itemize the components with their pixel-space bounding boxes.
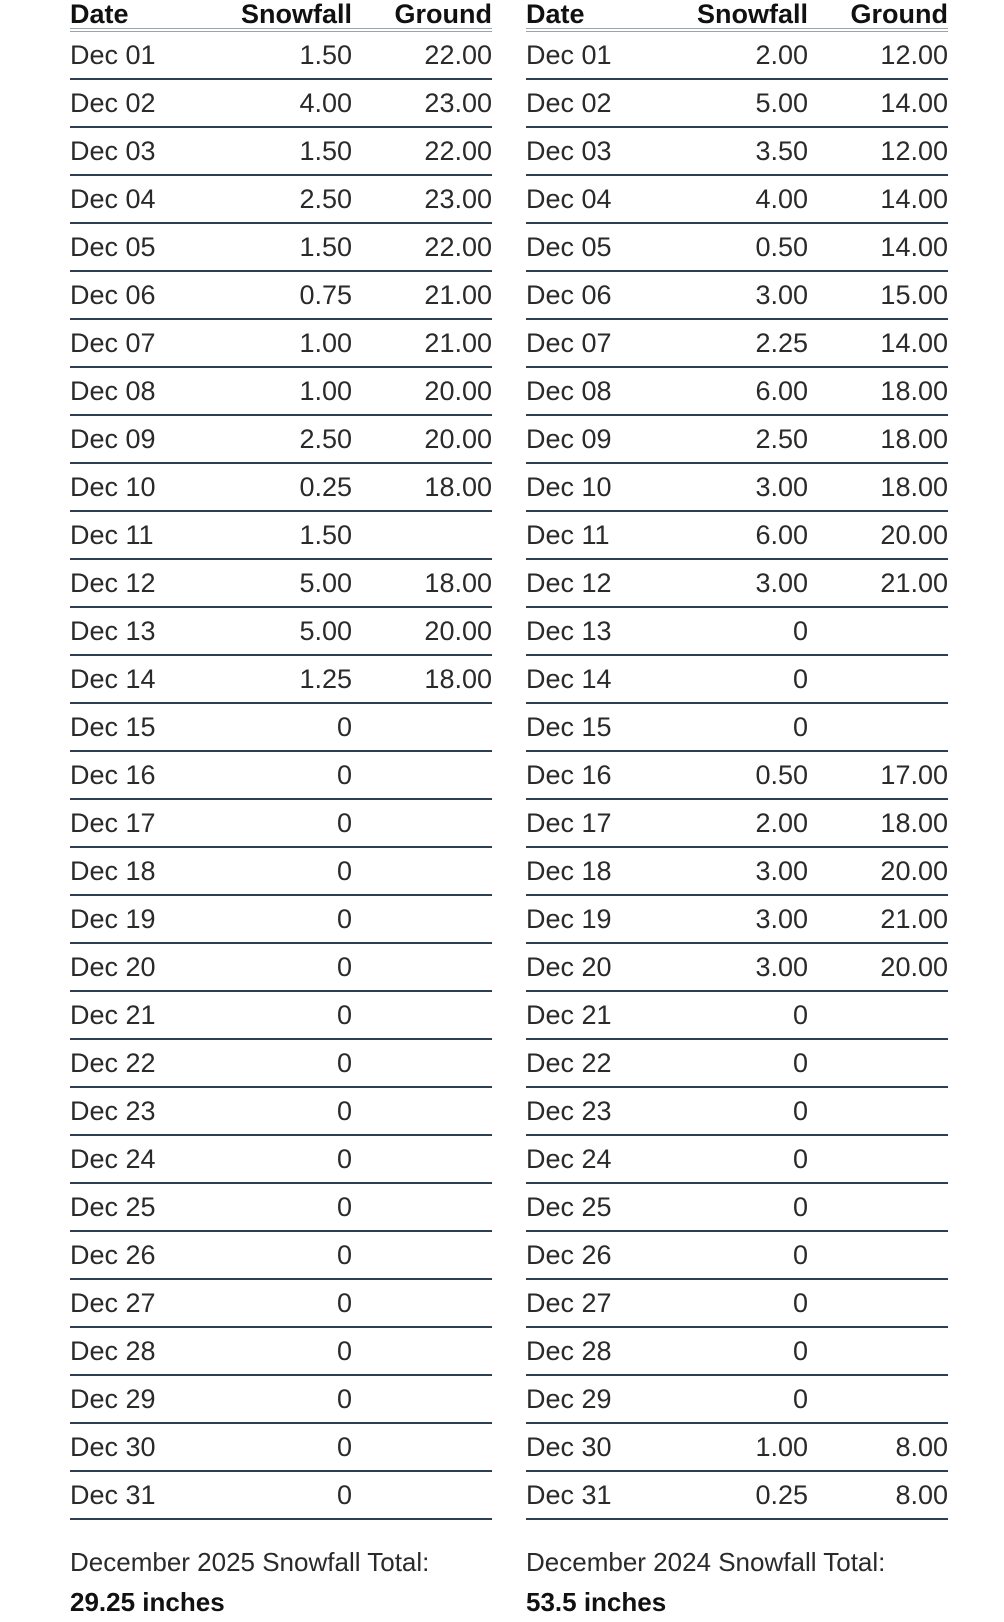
cell-ground xyxy=(352,1039,492,1087)
cell-snowfall: 6.00 xyxy=(666,511,808,559)
cell-date: Dec 26 xyxy=(70,1231,210,1279)
cell-ground: 18.00 xyxy=(352,463,492,511)
table-row xyxy=(526,1135,948,1183)
table-row xyxy=(70,1231,492,1279)
cell-date: Dec 06 xyxy=(70,271,210,319)
cell-ground: 21.00 xyxy=(352,319,492,367)
cell-snowfall: 0 xyxy=(210,1471,352,1519)
table-row xyxy=(70,751,492,799)
cell-date: Dec 27 xyxy=(526,1279,666,1327)
table-row xyxy=(70,127,492,175)
cell-ground: 22.00 xyxy=(352,223,492,271)
header-ground: Ground xyxy=(808,0,948,30)
cell-date: Dec 16 xyxy=(526,751,666,799)
cell-date: Dec 01 xyxy=(526,30,666,79)
cell-date: Dec 16 xyxy=(70,751,210,799)
header-ground: Ground xyxy=(352,0,492,30)
cell-ground: 18.00 xyxy=(808,367,948,415)
table-row xyxy=(526,1327,948,1375)
cell-snowfall: 2.50 xyxy=(210,175,352,223)
cell-ground: 20.00 xyxy=(352,415,492,463)
cell-snowfall: 0 xyxy=(666,1279,808,1327)
table-row xyxy=(70,1039,492,1087)
cell-date: Dec 07 xyxy=(526,319,666,367)
cell-ground: 21.00 xyxy=(808,895,948,943)
cell-ground xyxy=(352,1087,492,1135)
cell-ground xyxy=(808,1183,948,1231)
cell-snowfall: 2.00 xyxy=(666,30,808,79)
cell-ground: 23.00 xyxy=(352,175,492,223)
cell-snowfall: 1.50 xyxy=(210,127,352,175)
cell-date: Dec 13 xyxy=(70,607,210,655)
table-row xyxy=(526,703,948,751)
table-header-row xyxy=(70,0,492,30)
table-row xyxy=(526,175,948,223)
table-row xyxy=(526,559,948,607)
cell-snowfall: 0 xyxy=(210,895,352,943)
table-row xyxy=(526,30,948,79)
table-row xyxy=(70,847,492,895)
cell-snowfall: 0 xyxy=(666,703,808,751)
cell-snowfall: 6.00 xyxy=(666,367,808,415)
cell-snowfall: 5.00 xyxy=(666,79,808,127)
table-row xyxy=(526,1231,948,1279)
table-row xyxy=(70,30,492,79)
cell-snowfall: 0 xyxy=(666,1135,808,1183)
table-row xyxy=(526,847,948,895)
table-row xyxy=(526,607,948,655)
snowfall-total-2024 xyxy=(526,1542,966,1622)
cell-date: Dec 09 xyxy=(70,415,210,463)
cell-ground xyxy=(352,703,492,751)
cell-snowfall: 0 xyxy=(666,1375,808,1423)
cell-snowfall: 0 xyxy=(666,1183,808,1231)
cell-snowfall: 0 xyxy=(666,991,808,1039)
cell-date: Dec 03 xyxy=(70,127,210,175)
cell-snowfall: 0 xyxy=(666,1087,808,1135)
cell-ground xyxy=(352,1423,492,1471)
cell-ground xyxy=(808,607,948,655)
cell-date: Dec 25 xyxy=(526,1183,666,1231)
header-date: Date xyxy=(70,0,210,30)
cell-date: Dec 12 xyxy=(70,559,210,607)
cell-ground xyxy=(352,1375,492,1423)
table-row xyxy=(70,607,492,655)
cell-snowfall: 0 xyxy=(666,1231,808,1279)
table-row xyxy=(526,415,948,463)
cell-date: Dec 02 xyxy=(526,79,666,127)
cell-ground: 18.00 xyxy=(352,655,492,703)
cell-snowfall: 0 xyxy=(210,751,352,799)
cell-date: Dec 03 xyxy=(526,127,666,175)
table-row xyxy=(70,1375,492,1423)
cell-date: Dec 31 xyxy=(526,1471,666,1519)
cell-ground: 23.00 xyxy=(352,79,492,127)
cell-date: Dec 29 xyxy=(526,1375,666,1423)
header-snowfall: Snowfall xyxy=(210,0,352,30)
cell-date: Dec 15 xyxy=(70,703,210,751)
cell-date: Dec 11 xyxy=(526,511,666,559)
table-row xyxy=(526,463,948,511)
table-row xyxy=(526,271,948,319)
cell-date: Dec 30 xyxy=(70,1423,210,1471)
header-snowfall: Snowfall xyxy=(666,0,808,30)
cell-ground: 18.00 xyxy=(352,559,492,607)
cell-snowfall: 2.50 xyxy=(210,415,352,463)
cell-snowfall: 3.50 xyxy=(666,127,808,175)
cell-snowfall: 0.25 xyxy=(666,1471,808,1519)
total-label: December 2025 Snowfall Total: xyxy=(70,1547,430,1577)
cell-date: Dec 22 xyxy=(70,1039,210,1087)
table-row xyxy=(70,463,492,511)
cell-ground: 8.00 xyxy=(808,1423,948,1471)
table-row xyxy=(526,223,948,271)
table-row xyxy=(526,79,948,127)
cell-date: Dec 19 xyxy=(70,895,210,943)
cell-ground: 8.00 xyxy=(808,1471,948,1519)
cell-snowfall: 0 xyxy=(210,1087,352,1135)
cell-date: Dec 19 xyxy=(526,895,666,943)
cell-date: Dec 07 xyxy=(70,319,210,367)
cell-snowfall: 0 xyxy=(210,943,352,991)
cell-snowfall: 0 xyxy=(210,847,352,895)
table-row xyxy=(70,895,492,943)
cell-snowfall: 4.00 xyxy=(210,79,352,127)
cell-snowfall: 1.00 xyxy=(210,319,352,367)
cell-snowfall: 1.00 xyxy=(666,1423,808,1471)
cell-ground: 18.00 xyxy=(808,799,948,847)
cell-date: Dec 04 xyxy=(70,175,210,223)
cell-ground: 12.00 xyxy=(808,30,948,79)
cell-ground: 14.00 xyxy=(808,319,948,367)
cell-snowfall: 5.00 xyxy=(210,559,352,607)
cell-snowfall: 3.00 xyxy=(666,943,808,991)
cell-ground: 20.00 xyxy=(808,943,948,991)
cell-snowfall: 0 xyxy=(210,1423,352,1471)
cell-snowfall: 0 xyxy=(666,607,808,655)
cell-snowfall: 0 xyxy=(210,991,352,1039)
cell-ground xyxy=(808,1087,948,1135)
cell-snowfall: 1.50 xyxy=(210,30,352,79)
table-row xyxy=(70,79,492,127)
cell-snowfall: 0 xyxy=(210,703,352,751)
cell-date: Dec 14 xyxy=(526,655,666,703)
cell-snowfall: 1.50 xyxy=(210,511,352,559)
cell-ground xyxy=(352,991,492,1039)
cell-date: Dec 25 xyxy=(70,1183,210,1231)
cell-ground xyxy=(808,1039,948,1087)
cell-ground xyxy=(808,1327,948,1375)
cell-ground: 20.00 xyxy=(352,367,492,415)
cell-date: Dec 20 xyxy=(526,943,666,991)
cell-date: Dec 04 xyxy=(526,175,666,223)
table-row xyxy=(70,271,492,319)
table-row xyxy=(526,655,948,703)
cell-date: Dec 02 xyxy=(70,79,210,127)
table-row xyxy=(70,223,492,271)
cell-ground xyxy=(352,511,492,559)
cell-date: Dec 10 xyxy=(70,463,210,511)
cell-snowfall: 2.00 xyxy=(666,799,808,847)
table-body xyxy=(70,30,492,1519)
cell-ground xyxy=(352,799,492,847)
cell-date: Dec 08 xyxy=(526,367,666,415)
cell-snowfall: 1.00 xyxy=(210,367,352,415)
table-row xyxy=(526,991,948,1039)
cell-ground xyxy=(352,1183,492,1231)
cell-date: Dec 01 xyxy=(70,30,210,79)
header-date: Date xyxy=(526,0,666,30)
table-row xyxy=(526,799,948,847)
table-row xyxy=(526,751,948,799)
table-row xyxy=(70,655,492,703)
cell-snowfall: 0.50 xyxy=(666,751,808,799)
table-row xyxy=(526,943,948,991)
cell-snowfall: 2.50 xyxy=(666,415,808,463)
cell-date: Dec 24 xyxy=(70,1135,210,1183)
cell-snowfall: 0 xyxy=(210,1327,352,1375)
cell-date: Dec 30 xyxy=(526,1423,666,1471)
cell-date: Dec 05 xyxy=(70,223,210,271)
cell-snowfall: 5.00 xyxy=(210,607,352,655)
total-label: December 2024 Snowfall Total: xyxy=(526,1547,886,1577)
table-row xyxy=(526,1471,948,1519)
table-row xyxy=(70,799,492,847)
cell-date: Dec 11 xyxy=(70,511,210,559)
cell-date: Dec 17 xyxy=(526,799,666,847)
cell-ground xyxy=(808,1279,948,1327)
cell-ground: 12.00 xyxy=(808,127,948,175)
table-row xyxy=(70,991,492,1039)
cell-ground xyxy=(808,1231,948,1279)
cell-ground xyxy=(808,991,948,1039)
cell-snowfall: 0 xyxy=(210,799,352,847)
cell-ground: 22.00 xyxy=(352,127,492,175)
cell-date: Dec 08 xyxy=(70,367,210,415)
cell-snowfall: 0 xyxy=(210,1039,352,1087)
table-row xyxy=(70,511,492,559)
cell-ground xyxy=(352,847,492,895)
cell-snowfall: 0 xyxy=(210,1375,352,1423)
table-row xyxy=(526,1279,948,1327)
table-row xyxy=(70,703,492,751)
table-row xyxy=(526,1039,948,1087)
cell-ground: 21.00 xyxy=(352,271,492,319)
cell-date: Dec 21 xyxy=(526,991,666,1039)
table-row xyxy=(70,367,492,415)
table-row xyxy=(526,367,948,415)
cell-date: Dec 17 xyxy=(70,799,210,847)
cell-snowfall: 3.00 xyxy=(666,271,808,319)
cell-date: Dec 06 xyxy=(526,271,666,319)
cell-snowfall: 2.25 xyxy=(666,319,808,367)
cell-date: Dec 12 xyxy=(526,559,666,607)
table-row xyxy=(70,1183,492,1231)
snowfall-table-2024 xyxy=(526,0,948,1520)
table-row xyxy=(526,319,948,367)
snowfall-table-2025 xyxy=(70,0,492,1520)
table-header-row xyxy=(526,0,948,30)
cell-date: Dec 21 xyxy=(70,991,210,1039)
cell-snowfall: 0 xyxy=(210,1279,352,1327)
table-row xyxy=(70,559,492,607)
cell-date: Dec 10 xyxy=(526,463,666,511)
cell-snowfall: 0 xyxy=(210,1135,352,1183)
cell-ground xyxy=(352,1231,492,1279)
cell-ground: 21.00 xyxy=(808,559,948,607)
cell-snowfall: 0 xyxy=(210,1231,352,1279)
snowfall-total-2025 xyxy=(70,1542,510,1622)
cell-ground: 18.00 xyxy=(808,463,948,511)
cell-date: Dec 05 xyxy=(526,223,666,271)
cell-ground xyxy=(808,655,948,703)
cell-ground xyxy=(808,1135,948,1183)
table-row xyxy=(526,127,948,175)
cell-date: Dec 14 xyxy=(70,655,210,703)
total-value: 29.25 inches xyxy=(70,1587,225,1617)
cell-date: Dec 29 xyxy=(70,1375,210,1423)
cell-snowfall: 1.50 xyxy=(210,223,352,271)
table-row xyxy=(70,1327,492,1375)
cell-snowfall: 4.00 xyxy=(666,175,808,223)
snowfall-table-2025-container xyxy=(70,0,492,1520)
cell-date: Dec 13 xyxy=(526,607,666,655)
table-row xyxy=(70,1135,492,1183)
table-body xyxy=(526,30,948,1519)
cell-ground xyxy=(352,751,492,799)
cell-ground: 18.00 xyxy=(808,415,948,463)
table-row xyxy=(526,1375,948,1423)
cell-date: Dec 31 xyxy=(70,1471,210,1519)
table-row xyxy=(70,175,492,223)
cell-snowfall: 0 xyxy=(666,1327,808,1375)
cell-ground xyxy=(352,1327,492,1375)
cell-snowfall: 3.00 xyxy=(666,895,808,943)
cell-date: Dec 15 xyxy=(526,703,666,751)
table-row xyxy=(526,1423,948,1471)
table-row xyxy=(70,1279,492,1327)
table-row xyxy=(526,1087,948,1135)
cell-snowfall: 3.00 xyxy=(666,463,808,511)
cell-date: Dec 18 xyxy=(526,847,666,895)
cell-date: Dec 20 xyxy=(70,943,210,991)
cell-ground xyxy=(352,943,492,991)
table-row xyxy=(70,1087,492,1135)
cell-date: Dec 26 xyxy=(526,1231,666,1279)
cell-ground xyxy=(808,703,948,751)
cell-date: Dec 27 xyxy=(70,1279,210,1327)
table-row xyxy=(526,511,948,559)
cell-ground: 15.00 xyxy=(808,271,948,319)
cell-date: Dec 28 xyxy=(526,1327,666,1375)
cell-ground: 20.00 xyxy=(808,511,948,559)
table-row xyxy=(70,943,492,991)
cell-date: Dec 28 xyxy=(70,1327,210,1375)
table-row xyxy=(526,1183,948,1231)
cell-snowfall: 0 xyxy=(210,1183,352,1231)
cell-snowfall: 3.00 xyxy=(666,559,808,607)
cell-ground xyxy=(352,1471,492,1519)
cell-date: Dec 23 xyxy=(70,1087,210,1135)
total-value: 53.5 inches xyxy=(526,1587,667,1617)
table-row xyxy=(70,415,492,463)
cell-snowfall: 0 xyxy=(666,655,808,703)
table-row xyxy=(70,319,492,367)
table-row xyxy=(70,1423,492,1471)
cell-ground: 14.00 xyxy=(808,175,948,223)
table-row xyxy=(70,1471,492,1519)
cell-ground xyxy=(808,1375,948,1423)
cell-ground xyxy=(352,1279,492,1327)
cell-ground xyxy=(352,1135,492,1183)
cell-ground: 22.00 xyxy=(352,30,492,79)
cell-date: Dec 24 xyxy=(526,1135,666,1183)
cell-ground xyxy=(352,895,492,943)
cell-snowfall: 0 xyxy=(666,1039,808,1087)
cell-ground: 17.00 xyxy=(808,751,948,799)
cell-ground: 14.00 xyxy=(808,79,948,127)
cell-snowfall: 0.75 xyxy=(210,271,352,319)
cell-ground: 14.00 xyxy=(808,223,948,271)
cell-date: Dec 09 xyxy=(526,415,666,463)
cell-snowfall: 0.50 xyxy=(666,223,808,271)
cell-snowfall: 0.25 xyxy=(210,463,352,511)
cell-date: Dec 23 xyxy=(526,1087,666,1135)
cell-snowfall: 3.00 xyxy=(666,847,808,895)
table-row xyxy=(526,895,948,943)
cell-date: Dec 18 xyxy=(70,847,210,895)
cell-ground: 20.00 xyxy=(352,607,492,655)
cell-ground: 20.00 xyxy=(808,847,948,895)
cell-date: Dec 22 xyxy=(526,1039,666,1087)
cell-snowfall: 1.25 xyxy=(210,655,352,703)
snowfall-table-2024-container xyxy=(526,0,948,1520)
